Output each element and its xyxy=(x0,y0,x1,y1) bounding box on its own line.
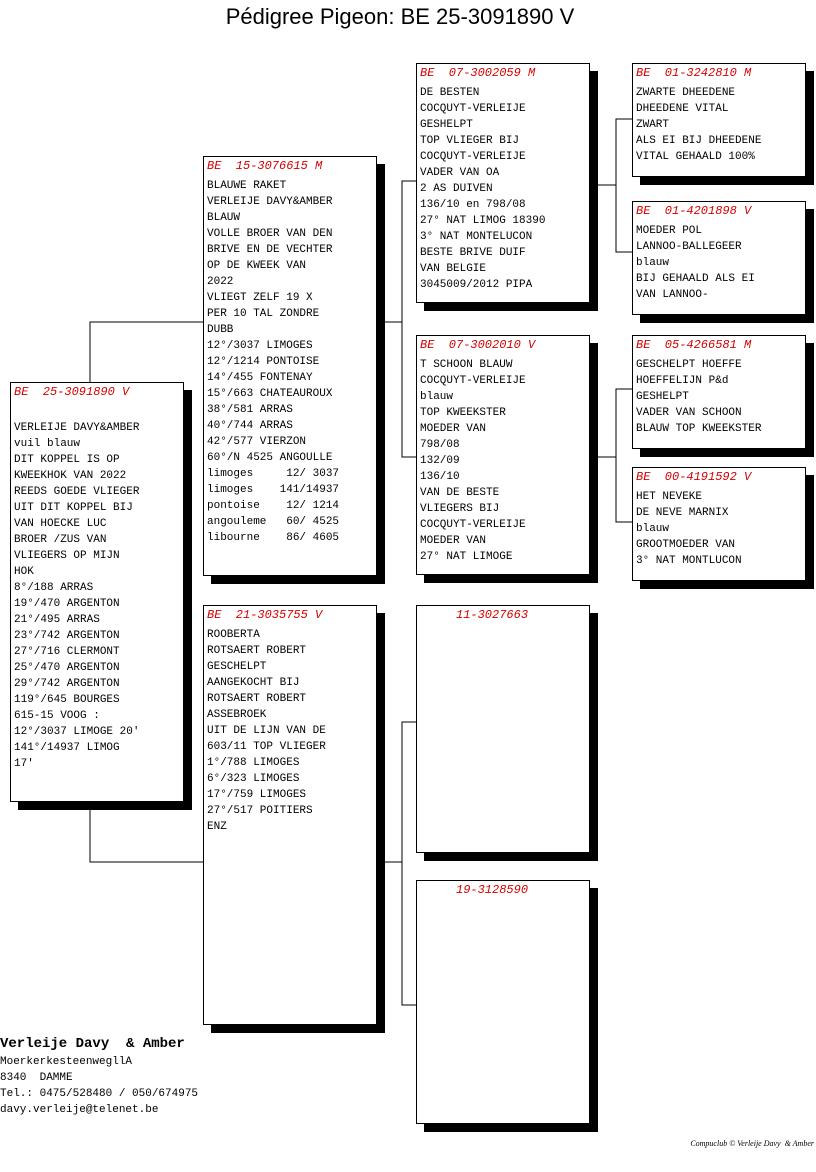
detail-line: 1°/788 LIMOGES xyxy=(207,757,300,769)
page-title: Pédigree Pigeon: BE 25-3091890 V xyxy=(225,4,575,29)
detail-line: 3° NAT MONTLUCON xyxy=(636,555,742,567)
detail-line: 40°/744 ARRAS xyxy=(207,420,293,432)
sire-dam-dam-card xyxy=(632,467,806,581)
detail-line: DE BESTEN xyxy=(420,87,480,99)
detail-line: VAN HOECKE LUC xyxy=(14,518,107,530)
detail-line: 798/08 xyxy=(420,439,460,451)
detail-line: BROER /ZUS VAN xyxy=(14,534,107,546)
sire-sire-card xyxy=(416,63,590,303)
detail-line: COCQUYT-VERLEIJE xyxy=(420,151,526,163)
detail-line: 27° NAT LIMOG 18390 xyxy=(420,215,546,227)
detail-line: 27°/517 POITIERS xyxy=(207,805,313,817)
detail-line: limoges 141/14937 xyxy=(207,484,340,496)
sire-dam-sire-card xyxy=(632,335,806,449)
detail-line: HOEFFELIJN P&d xyxy=(636,375,729,387)
detail-line: angouleme 60/ 4525 xyxy=(207,516,340,528)
detail-line: ASSEBROEK xyxy=(207,709,267,721)
detail-line: 19°/470 ARGENTON xyxy=(14,598,120,610)
detail-line: VITAL GEHAALD 100% xyxy=(636,151,755,163)
detail-line: BLAUW TOP KWEEKSTER xyxy=(636,423,762,435)
detail-line: AANGEKOCHT BIJ xyxy=(207,677,300,689)
detail-line: ALS EI BIJ DHEEDENE xyxy=(636,135,762,147)
detail-line: 27°/716 CLERMONT xyxy=(14,646,120,658)
detail-line: REEDS GOEDE VLIEGER xyxy=(14,486,140,498)
ring-number: BE 15-3076615 M xyxy=(207,159,323,173)
detail-line: UIT DE LIJN VAN DE xyxy=(207,725,326,737)
detail-line: ROOBERTA xyxy=(207,629,260,641)
detail-line: 29°/742 ARGENTON xyxy=(14,678,120,690)
detail-line: 3° NAT MONTELUCON xyxy=(420,231,533,243)
detail-line: BESTE BRIVE DUIF xyxy=(420,247,526,259)
detail-line: VAN LANNOO- xyxy=(636,289,709,301)
detail-line: VLIEGERS OP MIJN xyxy=(14,550,120,562)
detail-line: ROTSAERT ROBERT xyxy=(207,645,307,657)
detail-line: ENZ xyxy=(207,821,227,833)
detail-line: OP DE KWEEK VAN xyxy=(207,260,307,272)
detail-line: vuil blauw xyxy=(14,438,81,450)
owner-email[interactable]: davy.verleije@telenet.be xyxy=(0,1104,159,1116)
detail-line: GROOTMOEDER VAN xyxy=(636,539,736,551)
pigeon-details xyxy=(207,178,373,546)
detail-line: BLAUWE RAKET xyxy=(207,180,287,192)
detail-line: 603/11 TOP VLIEGER xyxy=(207,741,326,753)
detail-line: VAN DE BESTE xyxy=(420,487,500,499)
detail-line: COCQUYT-VERLEIJE xyxy=(420,375,526,387)
detail-line: 2022 xyxy=(207,276,234,288)
detail-line xyxy=(14,404,180,420)
pigeon-details xyxy=(636,489,802,569)
detail-line: 14°/455 FONTENAY xyxy=(207,372,313,384)
pigeon-details xyxy=(636,357,802,437)
detail-line: 12°/3037 LIMOGE 20' xyxy=(14,726,140,738)
detail-line: blauw xyxy=(636,257,670,269)
detail-line: 12°/1214 PONTOISE xyxy=(207,356,320,368)
detail-line: TOP VLIEGER BIJ xyxy=(420,135,520,147)
detail-line: 25°/470 ARGENTON xyxy=(14,662,120,674)
owner-name: Verleije Davy & Amber xyxy=(0,1036,185,1052)
detail-line: libourne 86/ 4605 xyxy=(207,532,340,544)
detail-line: 136/10 en 798/08 xyxy=(420,199,526,211)
detail-line: 60°/N 4525 ANGOULLE xyxy=(207,452,333,464)
detail-line: 6°/323 LIMOGES xyxy=(207,773,300,785)
detail-line: ROTSAERT ROBERT xyxy=(207,693,307,705)
detail-line: VAN BELGIE xyxy=(420,263,487,275)
detail-line: DE NEVE MARNIX xyxy=(636,507,729,519)
detail-line: 119°/645 BOURGES xyxy=(14,694,120,706)
owner-street: MoerkerkesteenwegllA xyxy=(0,1056,133,1068)
detail-line: 136/10 xyxy=(420,471,460,483)
ring-number: BE 05-4266581 M xyxy=(636,338,752,352)
dam-sire-card xyxy=(416,605,590,853)
detail-line: ZWARTE DHEEDENE xyxy=(636,87,736,99)
pigeon-details xyxy=(14,404,180,772)
detail-line: VOLLE BROER VAN DEN xyxy=(207,228,333,240)
detail-line: 17' xyxy=(14,758,34,770)
pigeon-details xyxy=(636,85,802,165)
detail-line: BLAUW xyxy=(207,212,241,224)
detail-line: 23°/742 ARGENTON xyxy=(14,630,120,642)
owner-block xyxy=(0,1034,198,1118)
sire-card xyxy=(203,156,377,576)
detail-line: 17°/759 LIMOGES xyxy=(207,789,307,801)
ring-number: 19-3128590 xyxy=(420,883,529,897)
detail-line: VADER VAN SCHOON xyxy=(636,407,742,419)
sire-sire-dam-card xyxy=(632,201,806,315)
detail-line: limoges 12/ 3037 xyxy=(207,468,340,480)
ring-number: BE 07-3002010 V xyxy=(420,338,536,352)
detail-line: 12°/3037 LIMOGES xyxy=(207,340,313,352)
detail-line: VERLEIJE DAVY&AMBER xyxy=(14,422,140,434)
detail-line: 132/09 xyxy=(420,455,460,467)
detail-line: PER 10 TAL ZONDRE xyxy=(207,308,320,320)
detail-line: TOP KWEEKSTER xyxy=(420,407,506,419)
pigeon-details xyxy=(207,627,373,835)
dam-dam-card xyxy=(416,880,590,1124)
detail-line: VLIEGERS BIJ xyxy=(420,503,500,515)
detail-line: COCQUYT-VERLEIJE xyxy=(420,519,526,531)
subject-pigeon-card xyxy=(10,382,184,802)
ring-number: BE 00-4191592 V xyxy=(636,470,752,484)
ring-number: BE 01-3242810 M xyxy=(636,66,752,80)
detail-line: MOEDER VAN xyxy=(420,535,487,547)
dam-card xyxy=(203,605,377,1025)
detail-line: pontoise 12/ 1214 xyxy=(207,500,340,512)
detail-line: MOEDER VAN xyxy=(420,423,487,435)
detail-line: DUBB xyxy=(207,324,234,336)
pigeon-details xyxy=(636,223,802,303)
detail-line: 615-15 VOOG : xyxy=(14,710,100,722)
software-credit: Compuclub © Verleije Davy & Amber xyxy=(690,1139,814,1148)
ring-number: BE 07-3002059 M xyxy=(420,66,536,80)
sire-dam-card xyxy=(416,335,590,575)
detail-line: GESHELPT xyxy=(636,391,689,403)
detail-line: COCQUYT-VERLEIJE xyxy=(420,103,526,115)
detail-line: blauw xyxy=(636,523,670,535)
detail-line: UIT DIT KOPPEL BIJ xyxy=(14,502,133,514)
detail-line: 27° NAT LIMOGE xyxy=(420,551,513,563)
detail-line: 15°/663 CHATEAUROUX xyxy=(207,388,333,400)
detail-line: DIT KOPPEL IS OP xyxy=(14,454,120,466)
ring-number: BE 01-4201898 V xyxy=(636,204,752,218)
detail-line: GESHELPT xyxy=(420,119,473,131)
detail-line: 2 AS DUIVEN xyxy=(420,183,493,195)
pigeon-details xyxy=(420,357,586,565)
detail-line: 38°/581 ARRAS xyxy=(207,404,293,416)
detail-line: 21°/495 ARRAS xyxy=(14,614,100,626)
detail-line: 141°/14937 LIMOG xyxy=(14,742,120,754)
detail-line: BRIVE EN DE VECHTER xyxy=(207,244,333,256)
pigeon-details xyxy=(420,85,586,293)
detail-line: 3045009/2012 PIPA xyxy=(420,279,533,291)
detail-line: VLIEGT ZELF 19 X xyxy=(207,292,313,304)
detail-line: LANNOO-BALLEGEER xyxy=(636,241,742,253)
ring-number: 11-3027663 xyxy=(420,608,529,622)
detail-line: blauw xyxy=(420,391,454,403)
owner-phone: Tel.: 0475/528480 / 050/674975 xyxy=(0,1088,199,1100)
detail-line: ZWART xyxy=(636,119,670,131)
detail-line: HOK xyxy=(14,566,34,578)
detail-line: DHEEDENE VITAL xyxy=(636,103,729,115)
detail-line: KWEEKHOK VAN 2022 xyxy=(14,470,127,482)
owner-city: 8340 DAMME xyxy=(0,1072,73,1084)
detail-line: GESCHELPT HOEFFE xyxy=(636,359,742,371)
ring-number: BE 25-3091890 V xyxy=(14,385,130,399)
sire-sire-sire-card xyxy=(632,63,806,177)
detail-line: 8°/188 ARRAS xyxy=(14,582,94,594)
detail-line: HET NEVEKE xyxy=(636,491,703,503)
detail-line: VADER VAN OA xyxy=(420,167,500,179)
detail-line: VERLEIJE DAVY&AMBER xyxy=(207,196,333,208)
ring-number: BE 21-3035755 V xyxy=(207,608,323,622)
detail-line: 42°/577 VIERZON xyxy=(207,436,307,448)
detail-line: T SCHOON BLAUW xyxy=(420,359,513,371)
detail-line: BIJ GEHAALD ALS EI xyxy=(636,273,755,285)
detail-line: GESCHELPT xyxy=(207,661,267,673)
detail-line: MOEDER POL xyxy=(636,225,703,237)
